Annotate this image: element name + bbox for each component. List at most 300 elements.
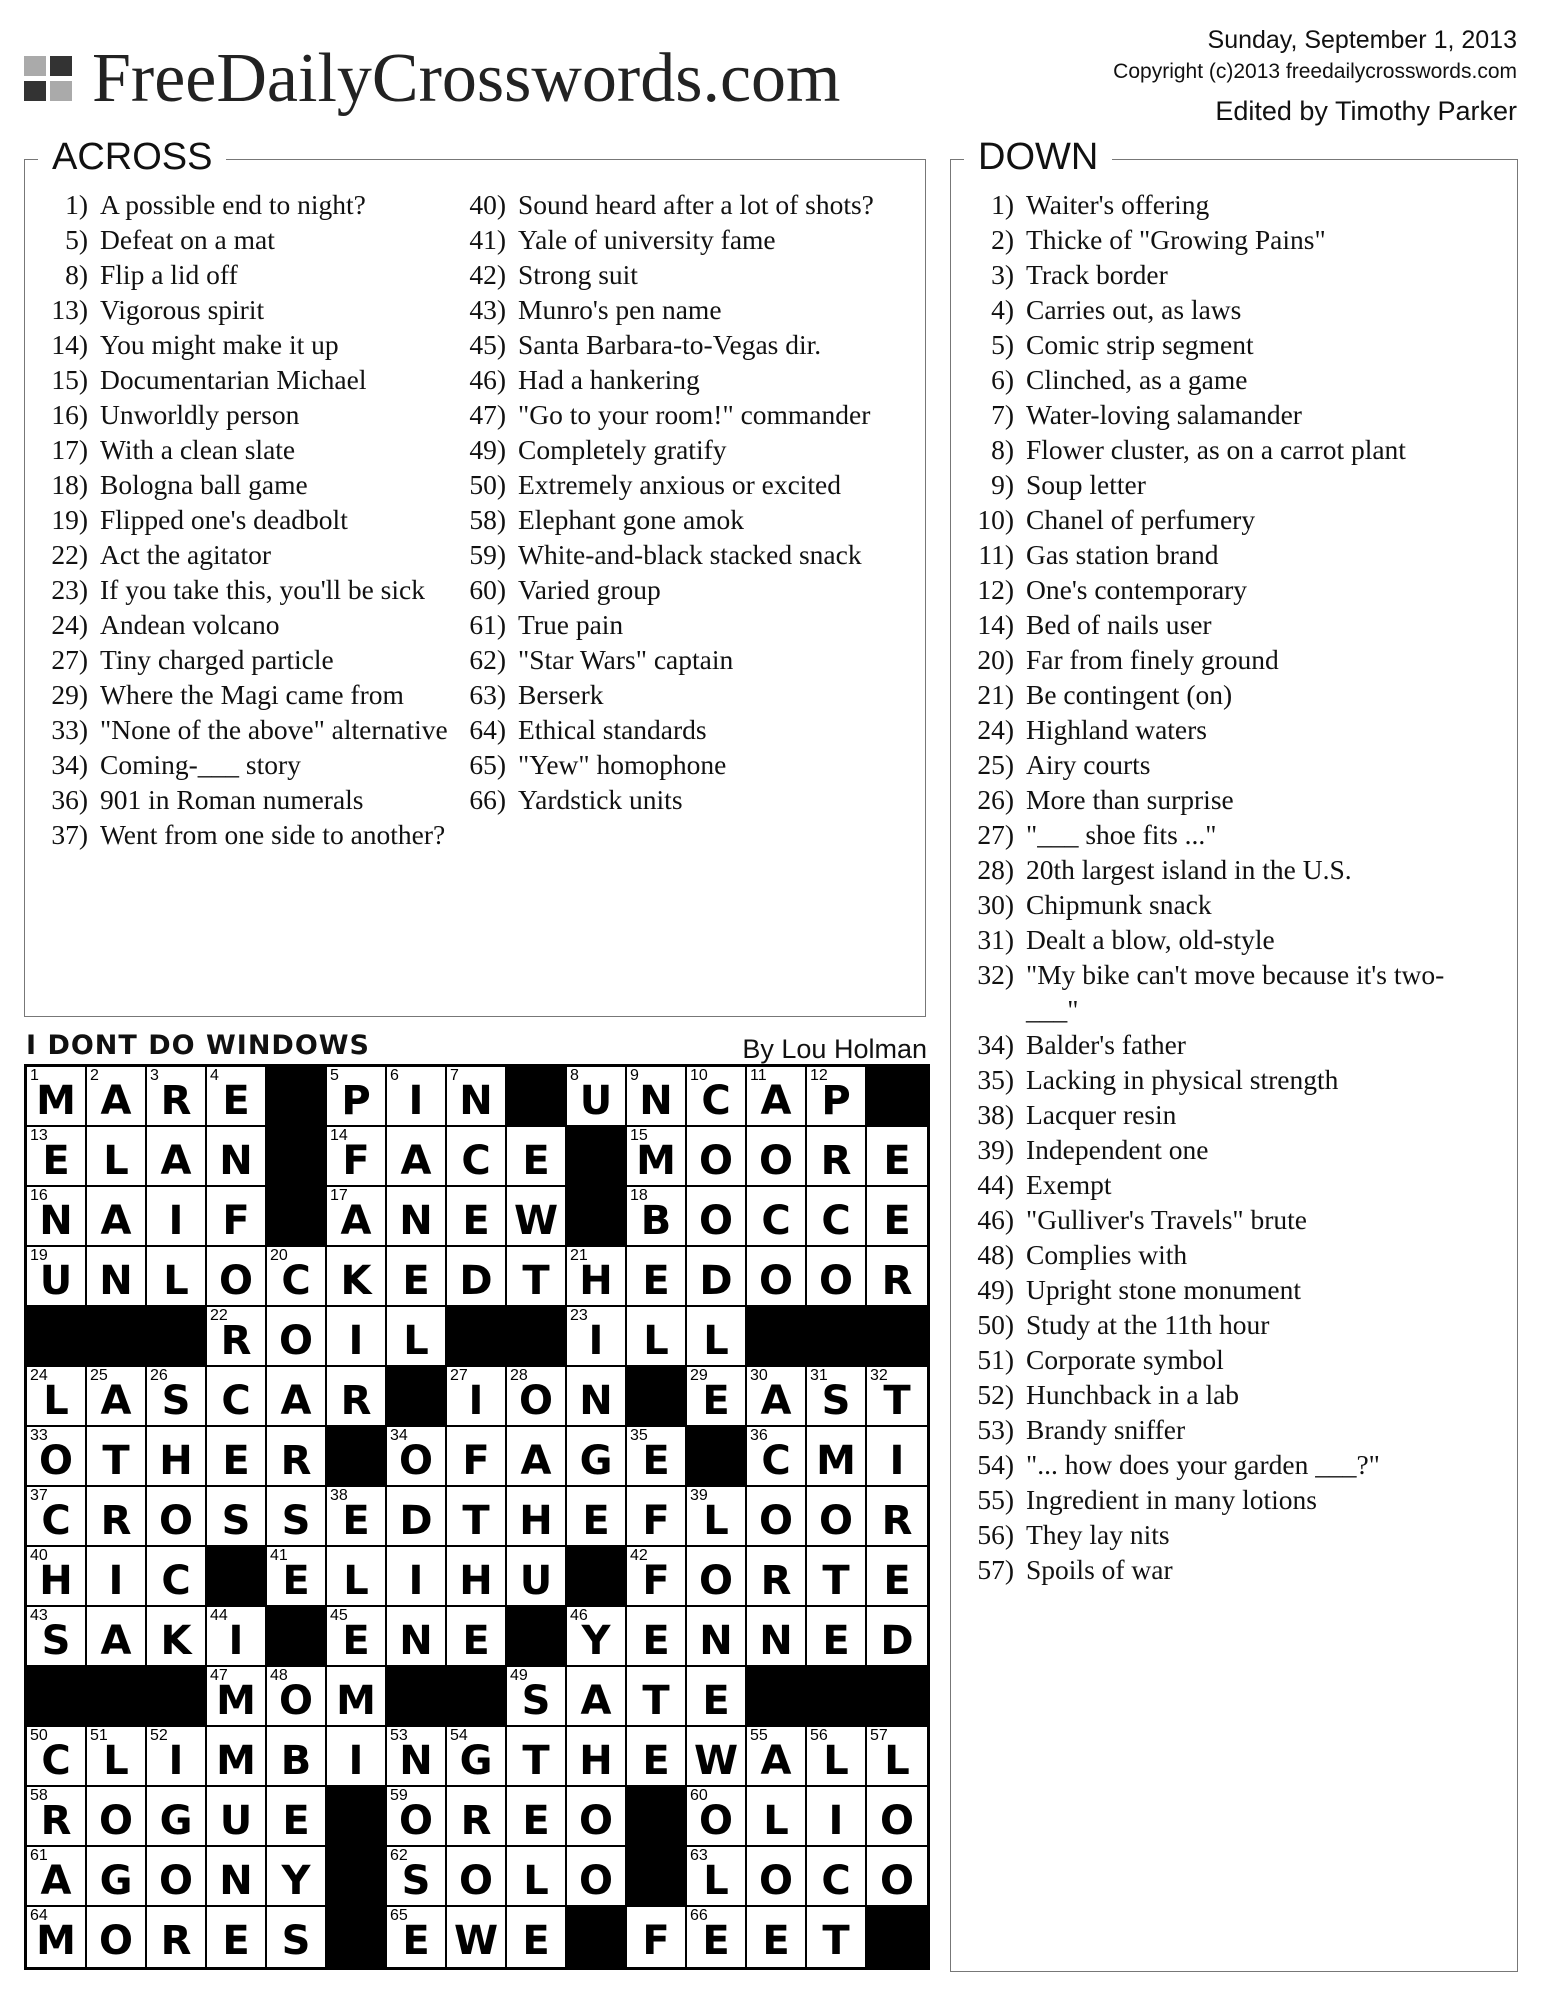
cell-letter: E bbox=[42, 1138, 70, 1184]
cell-number: 11 bbox=[750, 1067, 767, 1084]
grid-block bbox=[267, 1607, 327, 1667]
cell-letter: C bbox=[161, 1558, 191, 1604]
cell-letter: O bbox=[879, 1798, 914, 1844]
grid-cell bbox=[867, 1187, 927, 1247]
grid-cell bbox=[147, 1067, 207, 1127]
cell-number: 52 bbox=[150, 1727, 168, 1744]
cell-letter: C bbox=[761, 1438, 791, 1484]
cell-letter: A bbox=[400, 1138, 432, 1184]
grid-cell bbox=[867, 1787, 927, 1847]
cell-letter: S bbox=[281, 1498, 311, 1544]
cell-letter: O bbox=[578, 1858, 613, 1904]
clue-number: 55) bbox=[977, 1484, 1014, 1515]
cell-number: 51 bbox=[90, 1727, 108, 1744]
clue-item bbox=[442, 432, 874, 467]
clue-text: Completely gratify bbox=[518, 434, 727, 465]
grid-cell bbox=[747, 1847, 807, 1907]
grid-block bbox=[747, 1667, 807, 1727]
cell-letter: N bbox=[219, 1138, 253, 1184]
cell-letter: O bbox=[398, 1798, 433, 1844]
cell-number: 40 bbox=[30, 1547, 48, 1564]
grid-cell bbox=[327, 1307, 387, 1367]
clue-item bbox=[442, 502, 874, 537]
grid-cell bbox=[327, 1187, 387, 1247]
cell-letter: R bbox=[340, 1378, 372, 1424]
clue-number: 53) bbox=[977, 1414, 1014, 1445]
grid-cell bbox=[387, 1547, 447, 1607]
grid-cell bbox=[27, 1487, 87, 1547]
clue-number: 23) bbox=[51, 574, 88, 605]
clue-text: Yardstick units bbox=[518, 784, 683, 815]
cell-letter: L bbox=[643, 1318, 669, 1364]
cell-letter: W bbox=[513, 1198, 559, 1244]
clue-text: "... how does your garden ___?" bbox=[1026, 1449, 1380, 1480]
clue-text: With a clean slate bbox=[100, 434, 296, 465]
grid-block bbox=[327, 1907, 387, 1967]
cell-number: 50 bbox=[30, 1727, 48, 1744]
cell-letter: O bbox=[818, 1498, 853, 1544]
cell-letter: S bbox=[221, 1498, 251, 1544]
cell-letter: A bbox=[100, 1198, 132, 1244]
clue-item bbox=[950, 362, 1486, 397]
grid-cell bbox=[447, 1787, 507, 1847]
grid-cell bbox=[327, 1487, 387, 1547]
grid-cell bbox=[267, 1787, 327, 1847]
grid-cell bbox=[747, 1127, 807, 1187]
cell-letter: E bbox=[582, 1498, 610, 1544]
cell-letter: E bbox=[522, 1918, 550, 1964]
cell-letter: A bbox=[760, 1738, 792, 1784]
clue-number: 34) bbox=[51, 749, 88, 780]
clue-item bbox=[950, 817, 1486, 852]
clue-text: More than surprise bbox=[1026, 784, 1234, 815]
cell-letter: A bbox=[40, 1858, 72, 1904]
clue-item bbox=[950, 852, 1486, 887]
cell-letter: O bbox=[218, 1258, 253, 1304]
cell-number: 20 bbox=[270, 1247, 288, 1264]
copyright: Copyright (c)2013 freedailycrosswords.com bbox=[1113, 60, 1517, 83]
cell-letter: G bbox=[99, 1858, 133, 1904]
cell-letter: T bbox=[642, 1678, 670, 1724]
cell-letter: E bbox=[702, 1378, 730, 1424]
clue-item bbox=[24, 362, 456, 397]
clue-number: 47) bbox=[469, 399, 506, 430]
grid-cell bbox=[87, 1607, 147, 1667]
cell-letter: M bbox=[816, 1438, 856, 1484]
cell-letter: N bbox=[399, 1198, 433, 1244]
grid-cell bbox=[807, 1247, 867, 1307]
cell-letter: I bbox=[168, 1738, 184, 1784]
clue-text: Extremely anxious or excited bbox=[518, 469, 842, 500]
grid-block bbox=[627, 1787, 687, 1847]
clue-number: 35) bbox=[977, 1064, 1014, 1095]
cell-number: 38 bbox=[330, 1487, 348, 1504]
cell-letter: U bbox=[519, 1558, 553, 1604]
cell-letter: T bbox=[822, 1558, 850, 1604]
cell-number: 15 bbox=[630, 1127, 648, 1144]
cell-letter: T bbox=[883, 1378, 911, 1424]
cell-letter: O bbox=[278, 1318, 313, 1364]
grid-cell bbox=[687, 1547, 747, 1607]
cell-letter: F bbox=[222, 1198, 250, 1244]
grid-cell bbox=[687, 1667, 747, 1727]
across-title: ACROSS bbox=[38, 135, 226, 179]
clue-item bbox=[950, 1272, 1486, 1307]
clue-item bbox=[950, 292, 1486, 327]
grid-cell bbox=[207, 1667, 267, 1727]
grid-cell bbox=[327, 1067, 387, 1127]
clue-item bbox=[442, 572, 874, 607]
cell-letter: E bbox=[642, 1438, 670, 1484]
clue-number: 2) bbox=[991, 224, 1014, 255]
clue-item bbox=[950, 1097, 1486, 1132]
cell-letter: C bbox=[281, 1258, 311, 1304]
clue-text: Bologna ball game bbox=[100, 469, 308, 500]
cell-letter: O bbox=[98, 1798, 133, 1844]
clue-item bbox=[24, 257, 456, 292]
cell-letter: L bbox=[884, 1738, 910, 1784]
cell-number: 48 bbox=[270, 1667, 288, 1684]
clue-text: Waiter's offering bbox=[1026, 189, 1210, 220]
grid-cell bbox=[627, 1187, 687, 1247]
clue-item bbox=[24, 607, 456, 642]
grid-cell bbox=[747, 1487, 807, 1547]
cell-letter: P bbox=[821, 1078, 851, 1124]
clue-item bbox=[442, 642, 874, 677]
clue-text: Soup letter bbox=[1026, 469, 1146, 500]
grid-block bbox=[327, 1847, 387, 1907]
clue-item bbox=[24, 747, 456, 782]
cell-letter: O bbox=[158, 1498, 193, 1544]
clue-number: 19) bbox=[51, 504, 88, 535]
clue-item bbox=[950, 1412, 1486, 1447]
clue-number: 18) bbox=[51, 469, 88, 500]
grid-cell bbox=[867, 1127, 927, 1187]
grid-block bbox=[747, 1307, 807, 1367]
cell-letter: D bbox=[880, 1618, 914, 1664]
clue-number: 28) bbox=[977, 854, 1014, 885]
clue-number: 39) bbox=[977, 1134, 1014, 1165]
clue-text: True pain bbox=[518, 609, 624, 640]
cell-number: 36 bbox=[750, 1427, 768, 1444]
grid-cell bbox=[507, 1787, 567, 1847]
grid-cell bbox=[807, 1547, 867, 1607]
cell-letter: E bbox=[282, 1558, 310, 1604]
clue-item bbox=[950, 1342, 1486, 1377]
cell-letter: I bbox=[588, 1318, 604, 1364]
grid-cell bbox=[807, 1727, 867, 1787]
cell-letter: C bbox=[761, 1198, 791, 1244]
clue-item bbox=[24, 817, 456, 852]
cell-number: 45 bbox=[330, 1607, 348, 1624]
clue-item bbox=[24, 467, 456, 502]
cell-letter: O bbox=[698, 1198, 733, 1244]
clue-text: They lay nits bbox=[1026, 1519, 1170, 1550]
cell-letter: L bbox=[703, 1858, 729, 1904]
cell-letter: O bbox=[698, 1138, 733, 1184]
clue-text: Unworldly person bbox=[100, 399, 300, 430]
grid-cell bbox=[807, 1847, 867, 1907]
cell-letter: O bbox=[758, 1858, 793, 1904]
clue-text: Chanel of perfumery bbox=[1026, 504, 1256, 535]
clue-item bbox=[950, 537, 1486, 572]
clue-number: 62) bbox=[469, 644, 506, 675]
clue-number: 5) bbox=[991, 329, 1014, 360]
editor-credit: Edited by Timothy Parker bbox=[1215, 96, 1517, 126]
cell-number: 16 bbox=[30, 1187, 48, 1204]
grid-cell bbox=[687, 1127, 747, 1187]
clue-text: 20th largest island in the U.S. bbox=[1026, 854, 1352, 885]
grid-cell bbox=[507, 1247, 567, 1307]
clue-text: If you take this, you'll be sick bbox=[100, 574, 425, 605]
cell-letter: F bbox=[642, 1498, 670, 1544]
clue-number: 14) bbox=[51, 329, 88, 360]
cell-letter: E bbox=[883, 1198, 911, 1244]
grid-cell bbox=[267, 1547, 327, 1607]
clue-number: 61) bbox=[469, 609, 506, 640]
clue-number: 52) bbox=[977, 1379, 1014, 1410]
cell-letter: O bbox=[38, 1438, 73, 1484]
clue-text: Independent one bbox=[1026, 1134, 1209, 1165]
cell-letter: S bbox=[521, 1678, 551, 1724]
cell-letter: O bbox=[758, 1498, 793, 1544]
grid-cell bbox=[27, 1787, 87, 1847]
cell-letter: F bbox=[642, 1558, 670, 1604]
cell-number: 8 bbox=[570, 1067, 579, 1084]
grid-cell bbox=[447, 1367, 507, 1427]
cell-letter: T bbox=[522, 1738, 550, 1784]
clue-item bbox=[24, 537, 456, 572]
grid-block bbox=[387, 1367, 447, 1427]
grid-cell bbox=[567, 1247, 627, 1307]
grid-block bbox=[867, 1067, 927, 1127]
cell-letter: N bbox=[399, 1618, 433, 1664]
cell-number: 39 bbox=[690, 1487, 708, 1504]
cell-letter: E bbox=[883, 1138, 911, 1184]
grid-cell bbox=[747, 1187, 807, 1247]
grid-cell bbox=[687, 1907, 747, 1967]
grid-cell bbox=[387, 1847, 447, 1907]
clue-number: 6) bbox=[991, 364, 1014, 395]
grid-cell bbox=[207, 1607, 267, 1667]
cell-letter: L bbox=[103, 1138, 129, 1184]
cell-letter: O bbox=[758, 1258, 793, 1304]
site-logo-icon bbox=[24, 56, 80, 106]
grid-block bbox=[567, 1127, 627, 1187]
grid-cell bbox=[207, 1247, 267, 1307]
grid-cell bbox=[447, 1247, 507, 1307]
grid-cell bbox=[27, 1367, 87, 1427]
clue-item bbox=[442, 222, 874, 257]
cell-letter: A bbox=[760, 1078, 792, 1124]
grid-cell bbox=[867, 1847, 927, 1907]
grid-cell bbox=[807, 1907, 867, 1967]
clue-number: 16) bbox=[51, 399, 88, 430]
grid-cell bbox=[867, 1367, 927, 1427]
clue-item bbox=[950, 572, 1486, 607]
puzzle-byline: By Lou Holman bbox=[742, 1034, 927, 1064]
clue-number: 32) bbox=[977, 959, 1014, 990]
clue-text: Dealt a blow, old-style bbox=[1026, 924, 1275, 955]
grid-cell bbox=[207, 1187, 267, 1247]
cell-letter: D bbox=[459, 1258, 493, 1304]
puzzle-date: Sunday, September 1, 2013 bbox=[1207, 26, 1517, 54]
cell-letter: E bbox=[222, 1438, 250, 1484]
across-clues-column-2 bbox=[442, 187, 874, 817]
clue-item bbox=[24, 397, 456, 432]
grid-block bbox=[807, 1307, 867, 1367]
cell-letter: R bbox=[40, 1798, 72, 1844]
cell-letter: E bbox=[762, 1918, 790, 1964]
grid-block bbox=[447, 1307, 507, 1367]
cell-number: 3 bbox=[150, 1067, 159, 1084]
clue-item bbox=[24, 432, 456, 467]
clue-item bbox=[950, 1027, 1486, 1062]
grid-block bbox=[567, 1187, 627, 1247]
clue-text: Defeat on a mat bbox=[100, 224, 275, 255]
grid-cell bbox=[27, 1547, 87, 1607]
clue-text: Hunchback in a lab bbox=[1026, 1379, 1240, 1410]
clue-number: 9) bbox=[991, 469, 1014, 500]
cell-letter: E bbox=[702, 1918, 730, 1964]
grid-cell bbox=[207, 1367, 267, 1427]
clue-text: Andean volcano bbox=[100, 609, 280, 640]
cell-letter: A bbox=[580, 1678, 612, 1724]
cell-letter: O bbox=[818, 1258, 853, 1304]
grid-cell bbox=[327, 1547, 387, 1607]
grid-block bbox=[27, 1667, 87, 1727]
cell-number: 37 bbox=[30, 1487, 48, 1504]
cell-letter: O bbox=[158, 1858, 193, 1904]
clue-number: 56) bbox=[977, 1519, 1014, 1550]
grid-cell bbox=[807, 1487, 867, 1547]
clue-item bbox=[24, 187, 456, 222]
grid-cell bbox=[27, 1907, 87, 1967]
cell-number: 55 bbox=[750, 1727, 768, 1744]
grid-cell bbox=[267, 1367, 327, 1427]
cell-number: 34 bbox=[390, 1427, 408, 1444]
clue-number: 41) bbox=[469, 224, 506, 255]
cell-letter: N bbox=[99, 1258, 133, 1304]
grid-cell bbox=[627, 1667, 687, 1727]
grid-cell bbox=[687, 1367, 747, 1427]
clue-text: Study at the 11th hour bbox=[1026, 1309, 1270, 1340]
clue-text: Brandy sniffer bbox=[1026, 1414, 1186, 1445]
clue-text: Thicke of "Growing Pains" bbox=[1026, 224, 1326, 255]
cell-letter: T bbox=[462, 1498, 490, 1544]
clue-number: 4) bbox=[991, 294, 1014, 325]
cell-number: 28 bbox=[510, 1367, 528, 1384]
clue-number: 49) bbox=[977, 1274, 1014, 1305]
clue-number: 24) bbox=[51, 609, 88, 640]
grid-cell bbox=[387, 1787, 447, 1847]
grid-cell bbox=[807, 1787, 867, 1847]
grid-cell bbox=[807, 1187, 867, 1247]
grid-cell bbox=[27, 1427, 87, 1487]
clue-text: Yale of university fame bbox=[518, 224, 776, 255]
clue-text: One's contemporary bbox=[1026, 574, 1248, 605]
cell-number: 35 bbox=[630, 1427, 648, 1444]
grid-cell bbox=[747, 1067, 807, 1127]
grid-cell bbox=[447, 1427, 507, 1487]
grid-block bbox=[627, 1367, 687, 1427]
cell-letter: N bbox=[219, 1858, 253, 1904]
cell-letter: L bbox=[703, 1318, 729, 1364]
grid-cell bbox=[27, 1727, 87, 1787]
grid-cell bbox=[387, 1727, 447, 1787]
clue-item bbox=[442, 327, 874, 362]
grid-cell bbox=[207, 1847, 267, 1907]
clue-item bbox=[950, 1307, 1486, 1342]
clue-number: 22) bbox=[51, 539, 88, 570]
cell-number: 13 bbox=[30, 1127, 48, 1144]
grid-cell bbox=[687, 1607, 747, 1667]
clue-item bbox=[24, 782, 456, 817]
cell-letter: N bbox=[699, 1618, 733, 1664]
cell-letter: I bbox=[889, 1438, 905, 1484]
grid-cell bbox=[627, 1607, 687, 1667]
cell-letter: A bbox=[340, 1198, 372, 1244]
grid-cell bbox=[27, 1067, 87, 1127]
cell-number: 23 bbox=[570, 1307, 588, 1324]
grid-block bbox=[447, 1667, 507, 1727]
clue-text: Airy courts bbox=[1026, 749, 1151, 780]
cell-letter: R bbox=[100, 1498, 132, 1544]
grid-cell bbox=[807, 1067, 867, 1127]
grid-block bbox=[867, 1907, 927, 1967]
cell-number: 62 bbox=[390, 1847, 408, 1864]
cell-number: 42 bbox=[630, 1547, 648, 1564]
grid-cell bbox=[627, 1727, 687, 1787]
cell-number: 58 bbox=[30, 1787, 48, 1804]
clue-item bbox=[950, 257, 1486, 292]
clue-item bbox=[24, 222, 456, 257]
cell-letter: U bbox=[39, 1258, 73, 1304]
cell-number: 30 bbox=[750, 1367, 768, 1384]
grid-cell bbox=[87, 1787, 147, 1847]
grid-cell bbox=[207, 1727, 267, 1787]
grid-cell bbox=[507, 1907, 567, 1967]
clue-number: 60) bbox=[469, 574, 506, 605]
grid-cell bbox=[447, 1487, 507, 1547]
clue-text: Carries out, as laws bbox=[1026, 294, 1242, 325]
grid-cell bbox=[567, 1727, 627, 1787]
cell-letter: I bbox=[108, 1558, 124, 1604]
grid-cell bbox=[447, 1607, 507, 1667]
cell-letter: F bbox=[342, 1138, 370, 1184]
cell-letter: R bbox=[280, 1438, 312, 1484]
clue-text: "Gulliver's Travels" brute bbox=[1026, 1204, 1308, 1235]
grid-cell bbox=[267, 1307, 327, 1367]
grid-cell bbox=[567, 1787, 627, 1847]
clue-item bbox=[24, 712, 456, 747]
cell-letter: O bbox=[698, 1798, 733, 1844]
grid-cell bbox=[867, 1727, 927, 1787]
cell-number: 43 bbox=[30, 1607, 48, 1624]
grid-cell bbox=[147, 1187, 207, 1247]
grid-cell bbox=[747, 1607, 807, 1667]
clue-number: 33) bbox=[51, 714, 88, 745]
clue-item bbox=[24, 642, 456, 677]
cell-letter: O bbox=[758, 1138, 793, 1184]
grid-block bbox=[147, 1307, 207, 1367]
grid-cell bbox=[627, 1067, 687, 1127]
clue-text: Gas station brand bbox=[1026, 539, 1219, 570]
grid-cell bbox=[147, 1547, 207, 1607]
grid-cell bbox=[207, 1787, 267, 1847]
cell-letter: M bbox=[216, 1738, 256, 1784]
grid-block bbox=[867, 1307, 927, 1367]
